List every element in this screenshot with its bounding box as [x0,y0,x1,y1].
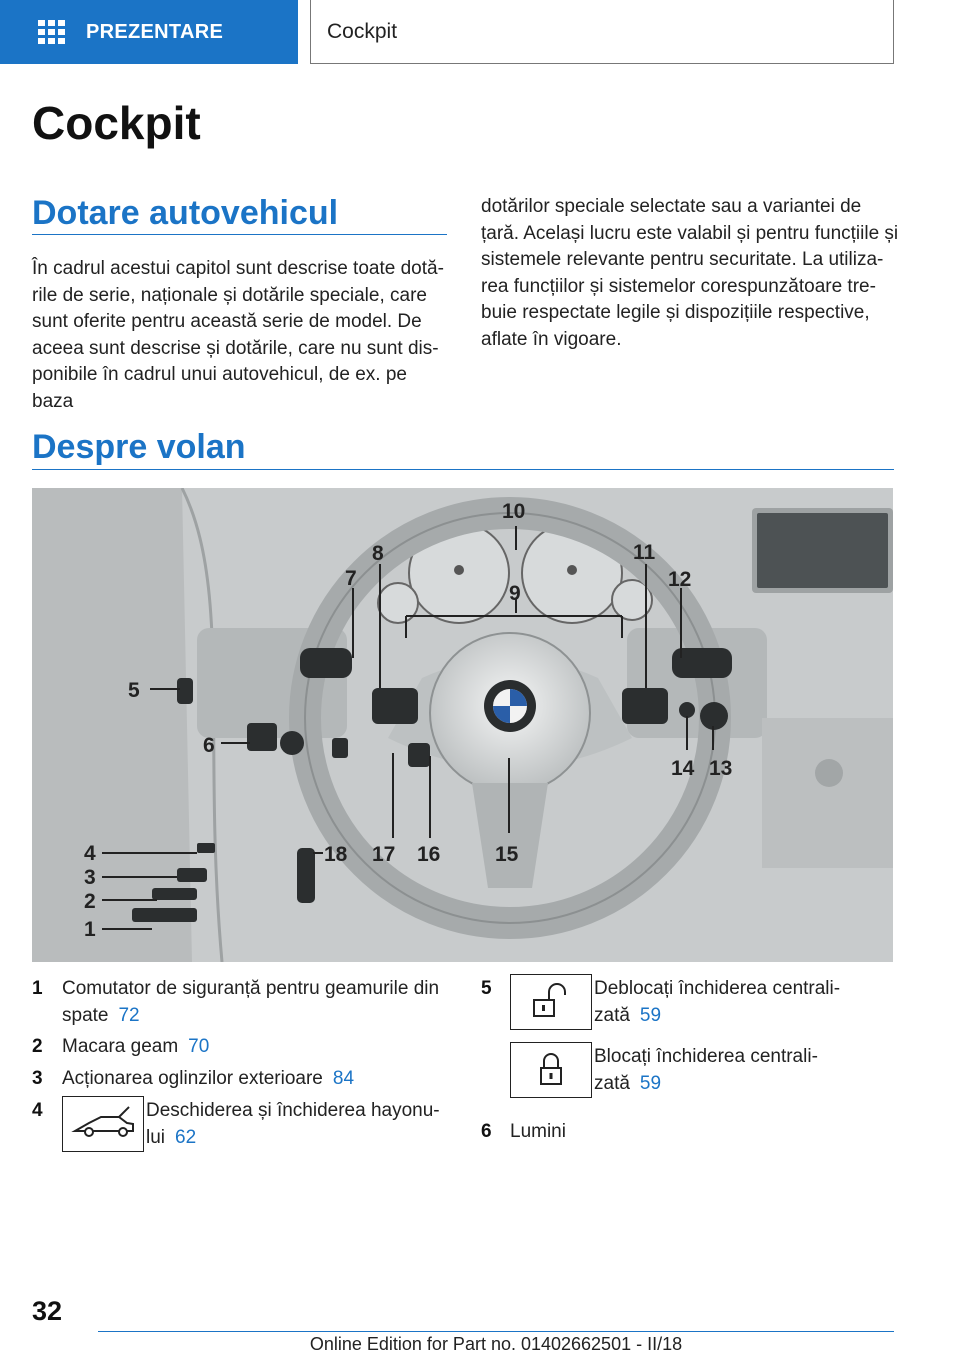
text-line: aceea sunt descrise și dotările, care nu sunt dis‐ [32,337,439,359]
callout-3: 3 [84,866,96,889]
footer-rule [98,1331,894,1332]
page-ref-link[interactable]: 84 [332,1068,355,1089]
legend-num: 5 [481,978,492,999]
callout-8: 8 [372,542,384,565]
cockpit-illustration [32,488,893,962]
callout-1: 1 [84,918,96,941]
legend-text: Macara geam [62,1036,179,1057]
intro-col1 [32,256,452,415]
section-rule [32,469,894,470]
legend-text: lui [146,1127,166,1148]
legend-text: zată [594,1005,630,1026]
page-ref-link[interactable]: 59 [639,1073,662,1094]
legend-text: Blocați închiderea centrali‐ [594,1046,818,1067]
cockpit-drawing [32,488,893,962]
legend-text: spate [62,1005,109,1026]
legend-item-2 [62,1033,209,1060]
callout-18: 18 [324,843,348,866]
text-line: aflate în vigoare. [481,328,622,350]
grid-menu-icon [38,20,66,44]
text-line: buie respectate legile și dispozițiile respective, [481,302,870,323]
lock-icon [510,1042,592,1098]
page-ref-link[interactable]: 62 [175,1127,197,1148]
legend-item-6 [510,1118,566,1145]
section-tab-label: PREZENTARE [86,20,224,43]
legend-text: Acționarea oglinzilor exterioare [62,1068,323,1089]
callout-14: 14 [671,757,695,780]
legend-text: Deschiderea și închiderea hayonu‐ [146,1100,440,1121]
text-line: rile de serie, naționale și dotările speciale, care [32,284,427,306]
legend-item-1 [62,975,462,1029]
breadcrumb [310,0,894,64]
text-line: În cadrul acestui capitol sunt descrise toate dotă‐ [32,258,444,279]
legend-num: 6 [481,1121,492,1142]
callout-5: 5 [128,679,140,702]
callout-15: 15 [495,843,519,866]
text-line: ponibile în cadrul unui autovehicul, de ex. pe baza [32,364,407,412]
footer-edition: Online Edition for Part no. 01402662501 - II/18 [309,1334,683,1354]
intro-col2 [481,194,901,353]
legend-item-5b [594,1043,894,1097]
tailgate-car-icon [62,1096,144,1152]
legend-text: Deblocați închiderea centrali‐ [594,978,841,999]
callout-17: 17 [372,843,396,866]
section-rule [32,234,447,235]
callout-11: 11 [633,541,656,564]
legend-text: zată [594,1073,630,1094]
text-line: sunt oferite pentru această serie de model. De [32,311,422,332]
section-title-volan: Despre volan [32,428,246,466]
breadcrumb-label: Cockpit [327,19,398,43]
callout-12: 12 [668,568,692,591]
unlock-icon [510,974,592,1030]
section-tab[interactable] [0,0,298,64]
page-ref-link[interactable]: 70 [188,1036,210,1057]
page-title: Cockpit [32,97,201,149]
callout-2: 2 [84,890,96,913]
legend-num: 4 [32,1100,43,1121]
page-ref-link[interactable]: 72 [118,1005,140,1026]
text-line: sistemele relevante pentru securitate. La utiliza‐ [481,249,884,270]
callout-7: 7 [345,567,357,590]
section-title-dotare: Dotare autovehicul [32,194,339,232]
callout-13: 13 [709,757,733,780]
text-line: țară. Același lucru este valabil și pentru funcțiile și [481,222,899,244]
page-ref-link[interactable]: 59 [639,1005,662,1026]
callout-4: 4 [84,842,96,865]
legend-item-3 [62,1065,354,1092]
callout-6: 6 [203,734,215,757]
text-line: rea funcțiilor și sistemelor corespunzătoare tre‐ [481,275,876,297]
text-line: dotărilor speciale selectate sau a variantei de [481,196,862,217]
legend-num: 1 [32,978,43,999]
legend-num: 2 [32,1036,43,1057]
legend-num: 3 [32,1068,43,1089]
legend-item-5 [594,975,894,1029]
legend-text: Lumini [510,1121,566,1142]
callout-9: 9 [509,582,521,605]
page-number: 32 [32,1296,63,1326]
callout-10: 10 [502,500,526,523]
legend-text: Comutator de siguranță pentru geamurile din [62,978,440,999]
legend-item-4 [146,1097,446,1151]
callout-16: 16 [417,843,441,866]
